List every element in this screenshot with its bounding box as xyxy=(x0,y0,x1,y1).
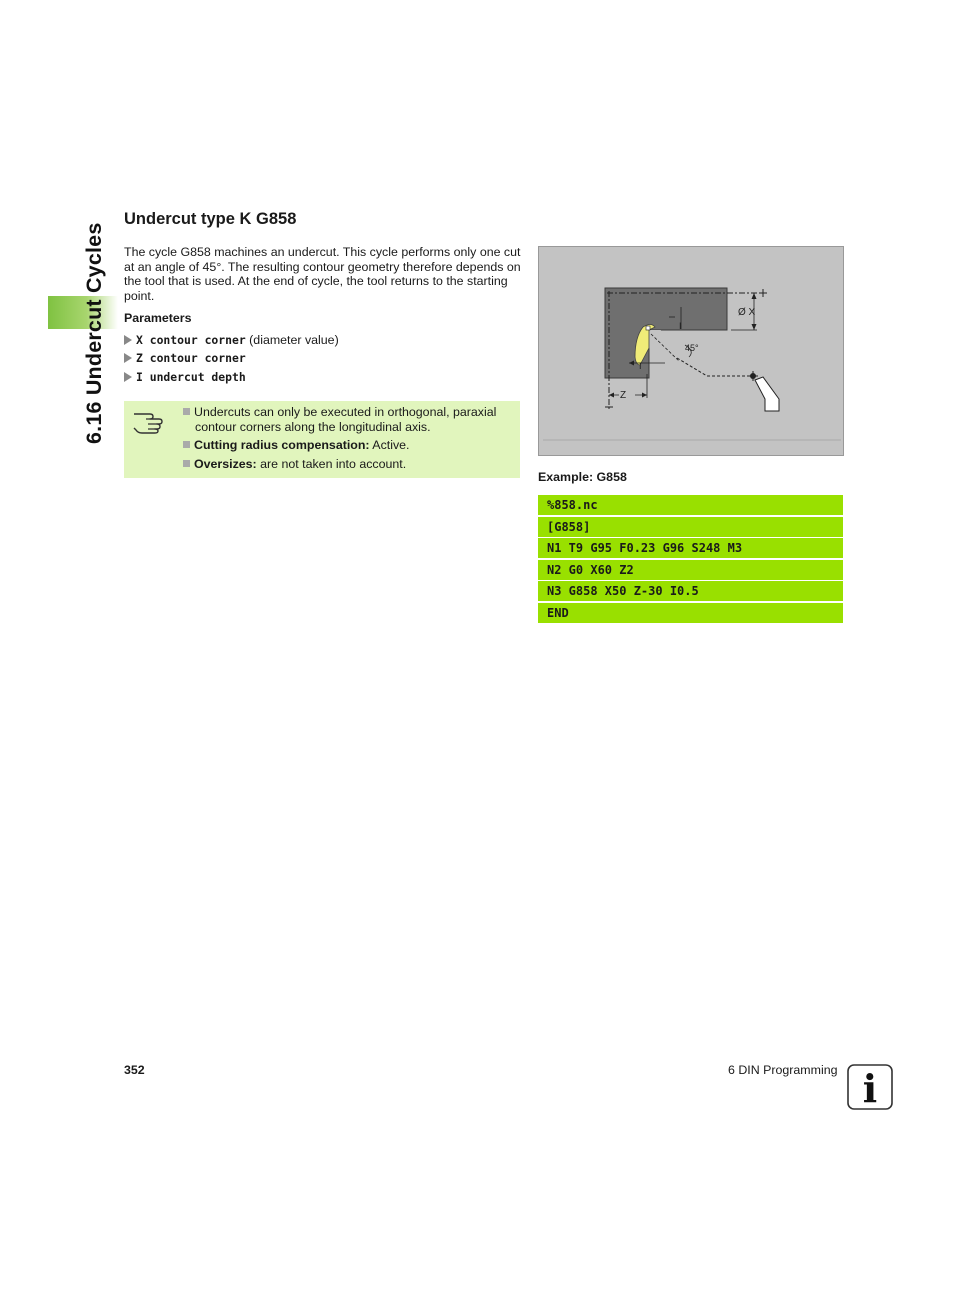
note-item: Cutting radius compensation: Active. xyxy=(183,438,513,453)
bullet-square-icon xyxy=(183,441,190,448)
parameter-x xyxy=(124,333,339,347)
code-line: END xyxy=(538,603,843,623)
parameter-desc: (diameter value) xyxy=(245,333,339,347)
label-undercut-depth-bottom: I xyxy=(639,361,642,371)
parameter-z xyxy=(124,351,246,365)
undercut-diagram-svg xyxy=(539,247,845,457)
code-line: %858.nc xyxy=(538,495,843,515)
chapter-label: 6 DIN Programming xyxy=(728,1063,838,1077)
note-box xyxy=(124,401,520,478)
note-item: Undercuts can only be executed in orthogonal, paraxial contour corners along the longitudinal axis. xyxy=(183,405,513,434)
code-line: N2 G0 X60 Z2 xyxy=(538,560,843,580)
label-diameter-x: Ø X xyxy=(738,307,756,318)
label-undercut-depth-right: I xyxy=(679,321,682,331)
intro-paragraph: The cycle G858 machines an undercut. This cycle performs only one cut at an angle of 45°. The resulting contour geometry therefore depends on the tool that is used. At the end of cycle, the tool returns to the starting point. xyxy=(124,245,521,303)
bullet-square-icon xyxy=(183,408,190,415)
label-z: Z xyxy=(620,390,627,401)
bullet-square-icon xyxy=(183,460,190,467)
bullet-triangle-icon xyxy=(124,372,132,382)
parameter-code: Z contour corner xyxy=(136,351,246,365)
info-icon[interactable] xyxy=(847,1064,893,1110)
parameter-i xyxy=(124,370,246,384)
example-heading: Example: G858 xyxy=(538,470,627,484)
bullet-triangle-icon xyxy=(124,335,132,345)
section-side-title: 6.16 Undercut Cycles xyxy=(82,222,106,444)
code-line: N3 G858 X50 Z-30 I0.5 xyxy=(538,581,843,601)
label-angle: 45° xyxy=(685,343,699,353)
code-line: [G858] xyxy=(538,517,843,537)
parameter-code: I undercut depth xyxy=(136,370,246,384)
parameters-heading: Parameters xyxy=(124,311,192,325)
page-number: 352 xyxy=(124,1063,145,1077)
bullet-triangle-icon xyxy=(124,353,132,363)
note-item: Oversizes: are not taken into account. xyxy=(183,457,513,472)
parameter-code: X contour corner xyxy=(136,333,246,347)
code-line: N1 T9 G95 F0.23 G96 S248 M3 xyxy=(538,538,843,558)
pointing-hand-icon xyxy=(132,405,166,435)
section-heading: Undercut type K G858 xyxy=(124,210,297,228)
undercut-diagram xyxy=(538,246,844,456)
info-glyph: i xyxy=(862,1066,878,1110)
